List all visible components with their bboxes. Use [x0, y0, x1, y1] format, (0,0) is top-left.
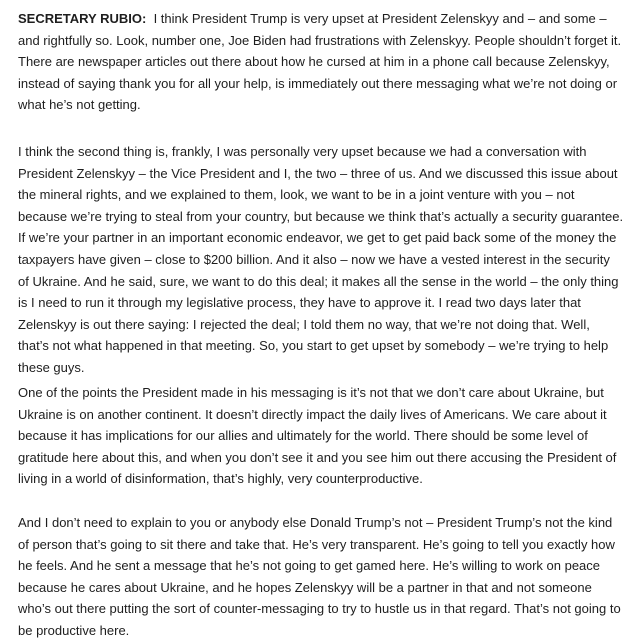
transcript-paragraph-4: [18, 512, 624, 642]
paragraph-1-text: I think President Trump is very upset at President Zelenskyy and – and some – and rightfully so. Look, number one, Joe Biden had frustrations with Zelenskyy. People shouldn’t forget it. There are newspaper articles out there about how he cursed at him in a phone call because Zelenskyy, instead of saying thank you for all your help, is immediately out there messaging what we’re not doing or what he’s not getting.: [18, 11, 622, 113]
speaker-label: SECRETARY RUBIO:: [18, 11, 147, 26]
paragraph-2-text: I think the second thing is, frankly, I was personally very upset because we had a conversation with President Zelenskyy – the Vice President and I, the two – three of us. And we discussed this issue about the mineral rights, and we explained to them, look, we want to be in a joint venture with you – not because we’re trying to steal from your country, but because we think that’s actually a security guarantee. If we’re your partner in an important economic endeavor, we get to get paid back some of the money the taxpayers have given – close to $200 billion. And it also – now we have a vested interest in the security of Ukraine. And he said, sure, we want to do this deal; it makes all the sense in the world – the only thing is I need to run it through my legislative process, they have to approve it. I read two days later that Zelenskyy is out there saying: I rejected the deal; I told them no way, that we’re not doing that. Well, that’s not what happened in that meeting. So, you start to get upset by somebody – we’re trying to help these guys.: [18, 144, 624, 375]
paragraph-4-text: And I don’t need to explain to you or anybody else Donald Trump’s not – President Trump’s not the kind of person that’s going to sit there and take that. He’s very transparent. He’s going to tell you exactly how he feels. And he sent a message that he’s not going to get gamed here. He’s willing to work on peace because he cares about Ukraine, and he hopes Zelenskyy will be a partner in that and not someone who’s out there putting the sort of counter-messaging to try to hustle us in that regard. That’s not going to be productive here.: [18, 515, 621, 638]
transcript-paragraph-2: [18, 141, 624, 379]
transcript-paragraph-1: [18, 8, 624, 116]
transcript-paragraph-3: [18, 382, 624, 490]
paragraph-3-text: One of the points the President made in his messaging is it’s not that we don’t care about Ukraine, but Ukraine is on another continent. It doesn’t directly impact the daily lives of Americans. We care about it because it has implications for our allies and ultimately for the world. There should be some level of gratitude here about this, and when you don’t see it and you see him out there accusing the President of living in a world of disinformation, that’s highly, very counterproductive.: [18, 385, 617, 487]
